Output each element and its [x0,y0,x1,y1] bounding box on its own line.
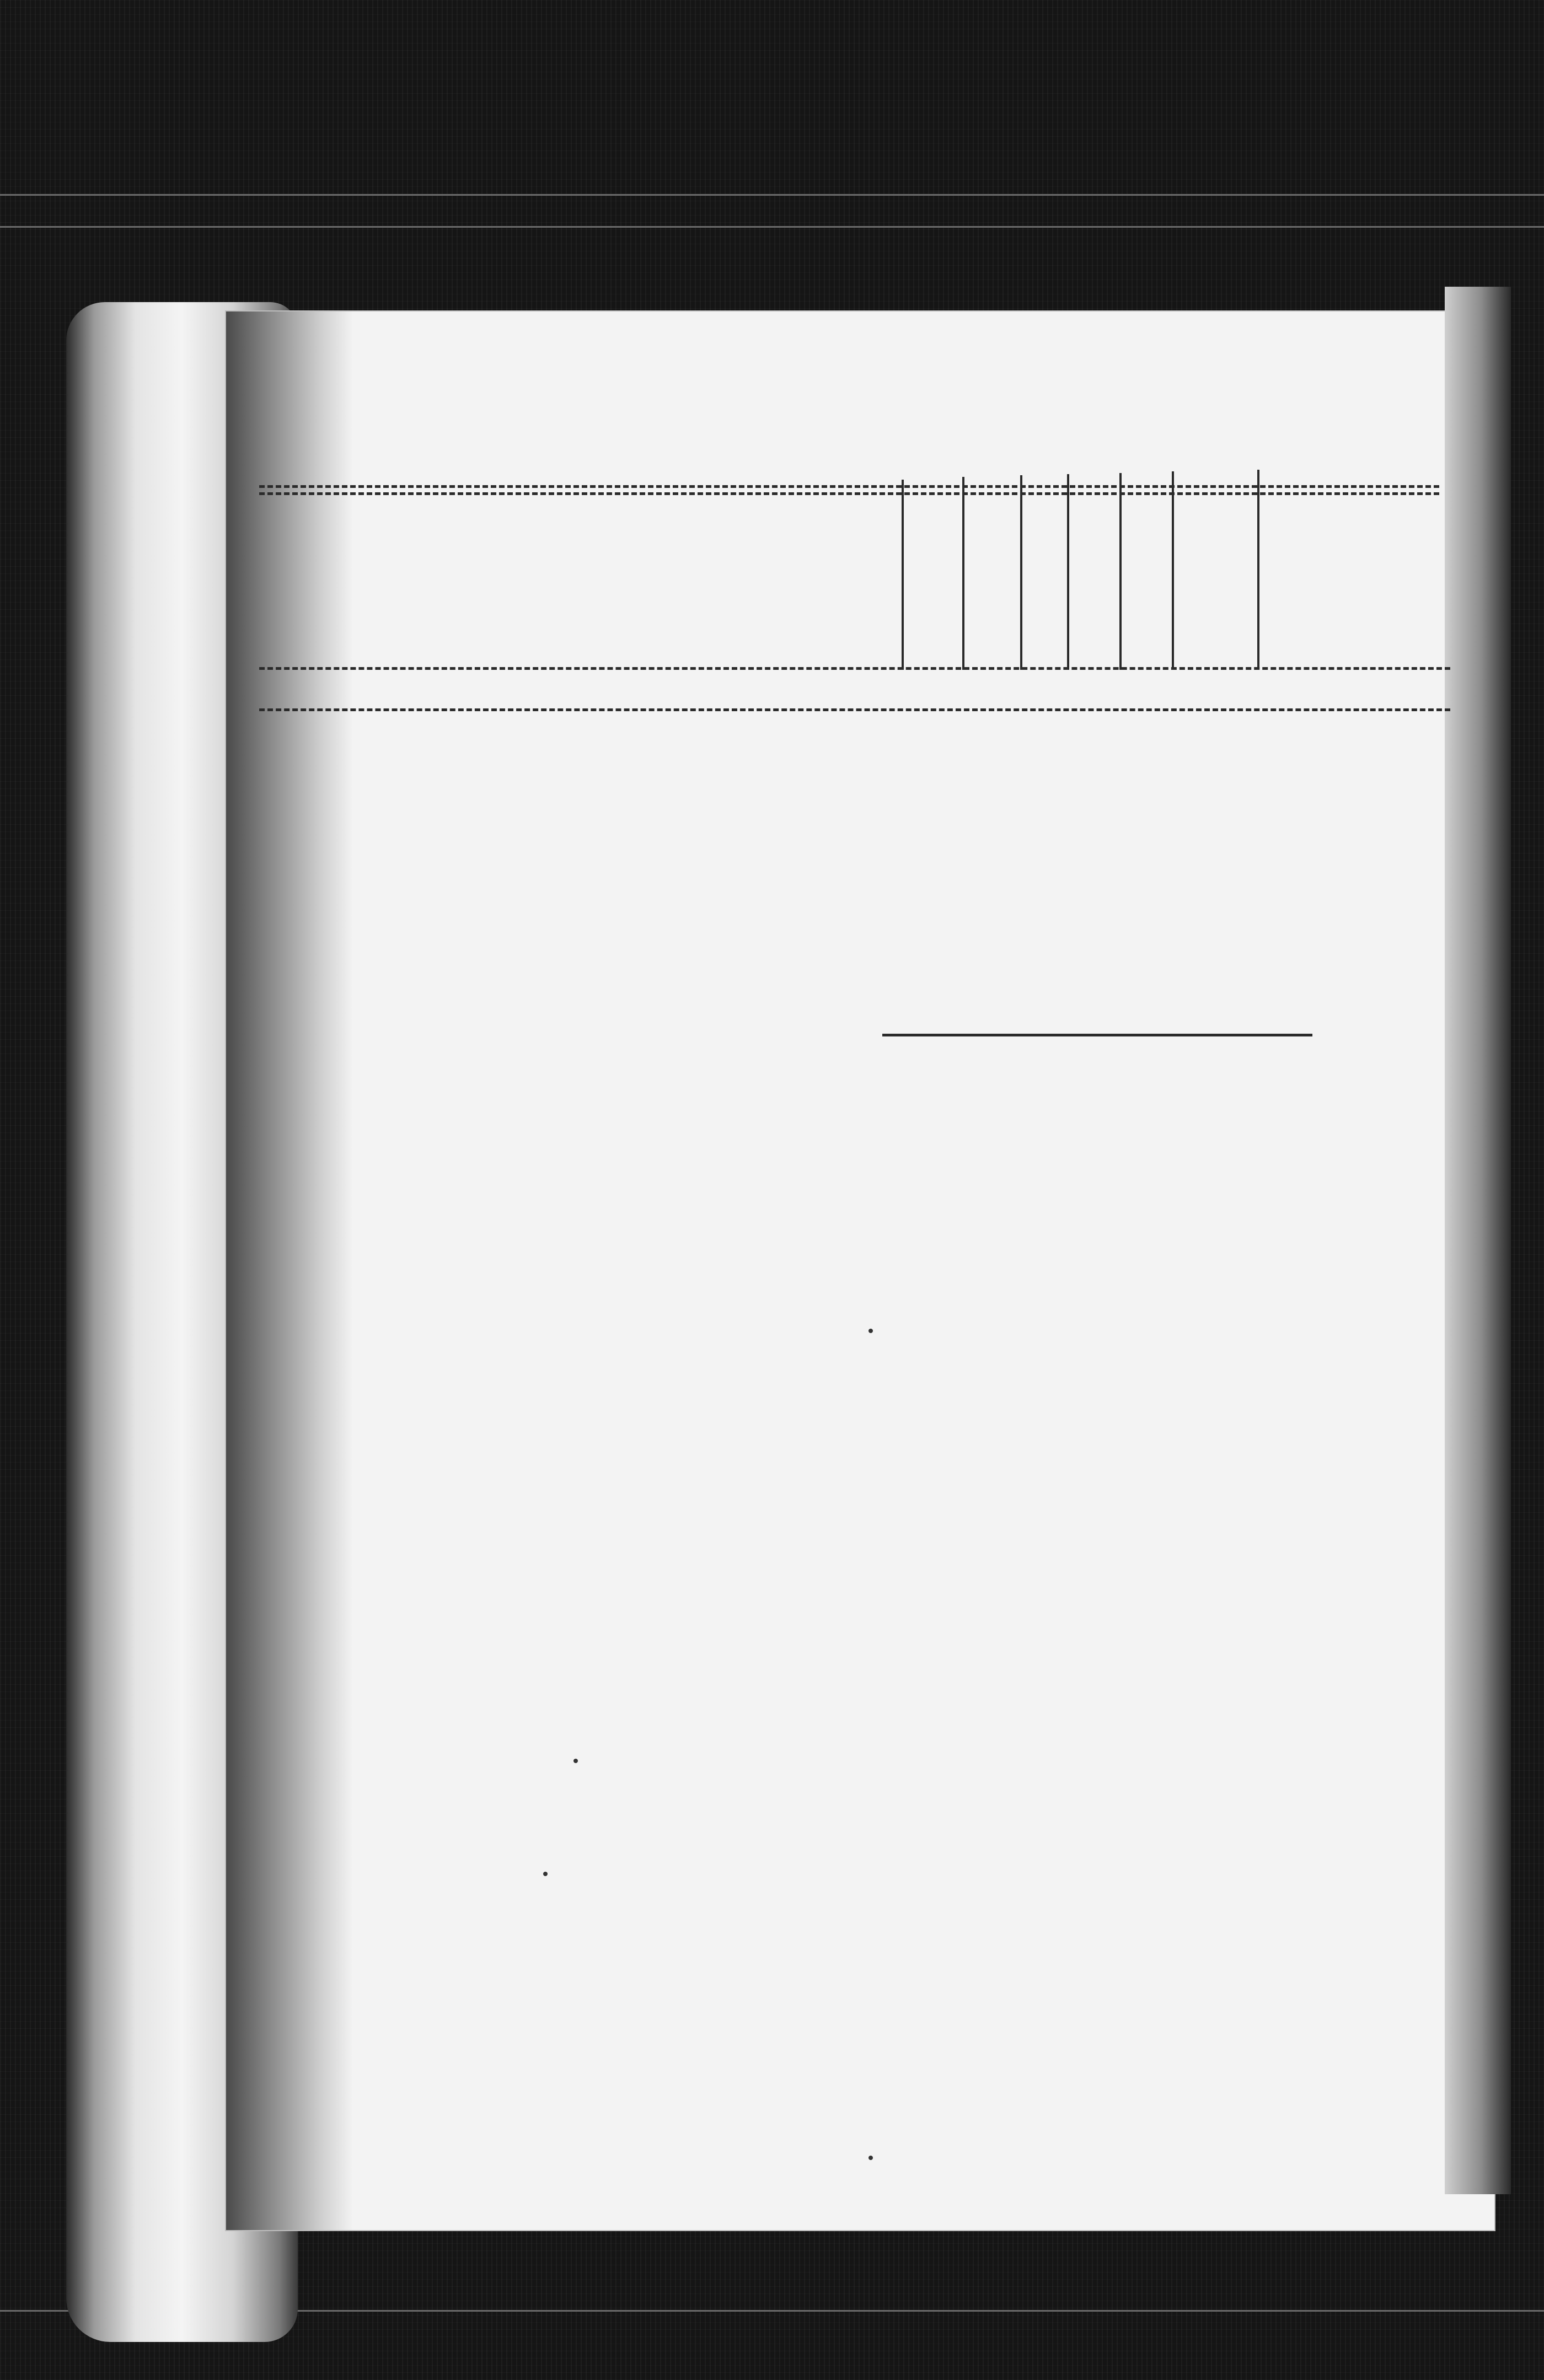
speck [868,1329,873,1333]
speck [543,1872,548,1876]
column-divider [962,477,964,670]
header-bottom-rule [259,708,1450,711]
document-page [226,311,1494,2230]
speck [868,2156,873,2160]
column-divider [902,480,904,670]
page-fold-shadow [226,311,353,2230]
microfilm-line [0,226,1544,228]
page-edge [1445,287,1511,2194]
header-bottom-rule [259,667,1450,670]
column-divider [1172,471,1174,670]
total-underline [882,1034,1312,1036]
column-divider [1257,470,1259,670]
header-top-rule [259,492,1439,495]
header-top-rule [259,485,1439,488]
speck [573,1759,578,1763]
column-divider [1020,475,1022,670]
microfilm-line [0,194,1544,196]
column-divider [1067,474,1069,670]
column-divider [1119,473,1122,670]
